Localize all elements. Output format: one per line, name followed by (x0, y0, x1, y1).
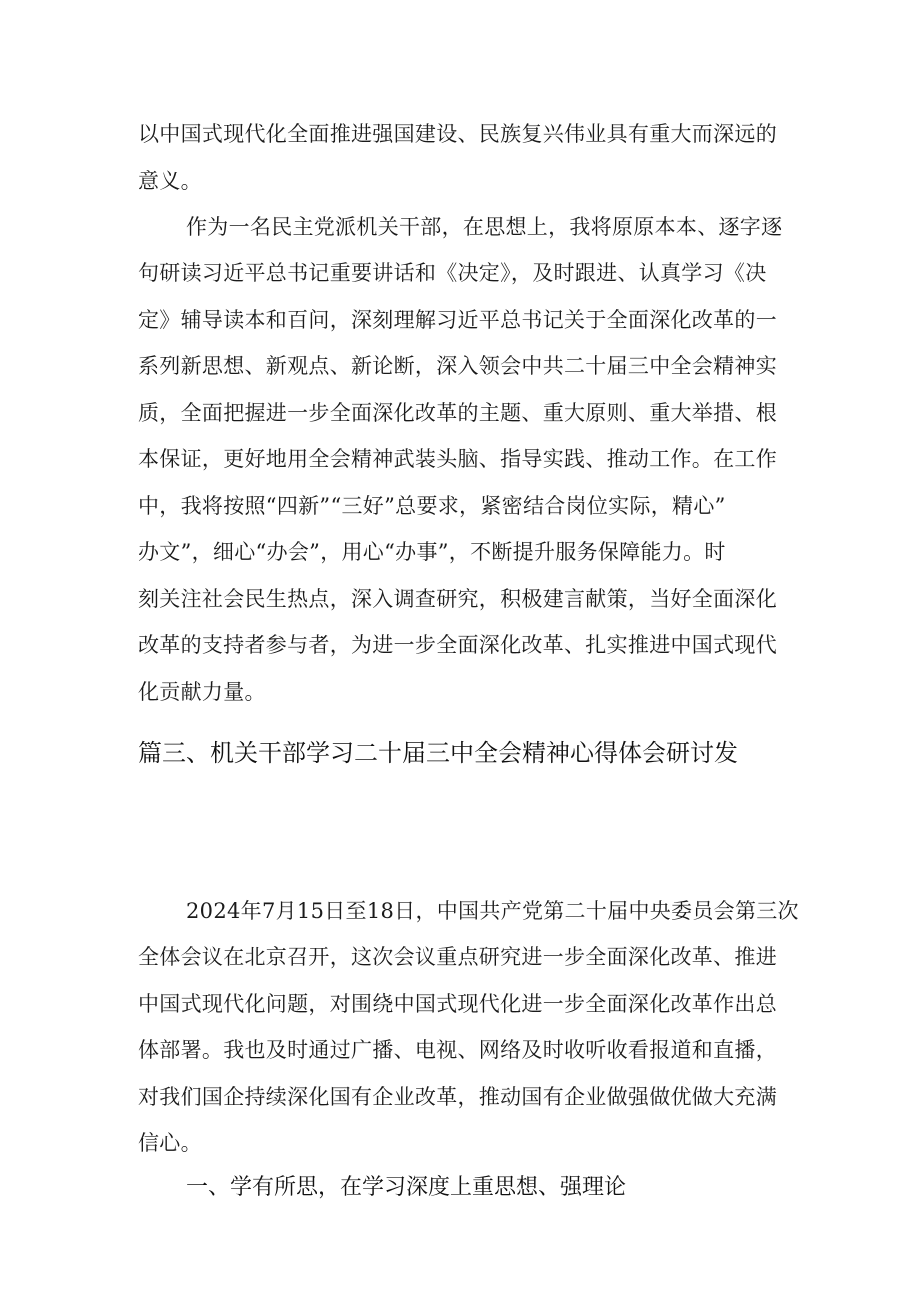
paragraph-3-line-4: 体部署。我也及时通过广播、电视、网络及时收听收看报道和直播， (138, 1038, 777, 1062)
paragraph-2-line-10: 改革的支持者参与者，为进一步全面深化改革、扎实推进中国式现代 (138, 633, 777, 657)
paragraph-3-line-6: 信心。 (138, 1131, 202, 1155)
paragraph-2-line-9: 刻关注社会民生热点，深入调查研究，积极建言献策，当好全面深化 (138, 587, 777, 611)
paragraph-2-line-8: 办文”，细心“办会”，用心“办事”，不断提升服务保障能力。时 (138, 540, 726, 564)
subheading-1: 一、学有所思，在学习深度上重思想、强理论 (186, 1175, 627, 1200)
paragraph-1-line-1: 以中国式现代化全面推进强国建设、民族复兴伟业具有重大而深远的 (138, 122, 777, 146)
paragraph-3-line-5: 对我们国企持续深化国有企业改革，推动国有企业做强做优做大充满 (138, 1085, 777, 1109)
paragraph-3-line-1: 2024年7月15日至18日，中国共产党第二十届中央委员会第三次 (186, 899, 799, 923)
paragraph-2-line-11: 化贡献力量。 (138, 680, 266, 704)
paragraph-2-line-7: 中，我将按照“四新”“三好”总要求，紧密结合岗位实际，精心” (138, 494, 726, 518)
paragraph-2-line-4: 系列新思想、新观点、新论断，深入领会中共二十届三中全会精神实 (138, 354, 777, 378)
paragraph-2-line-5: 质，全面把握进一步全面深化改革的主题、重大原则、重大举措、根 (138, 401, 777, 425)
paragraph-3-line-3: 中国式现代化问题，对围绕中国式现代化进一步全面深化改革作出总 (138, 992, 777, 1016)
paragraph-2-line-3: 定》辅导读本和百问，深刻理解习近平总书记关于全面深化改革的一 (138, 308, 777, 332)
paragraph-2-line-2: 句研读习近平总书记重要讲话和《决定》，及时跟进、认真学习《决 (138, 261, 767, 285)
paragraph-2-line-6: 本保证，更好地用全会精神武装头脑、指导实践、推动工作。在工作 (138, 447, 777, 471)
section-heading: 篇三、机关干部学习二十届三中全会精神心得体会研讨发 (138, 739, 738, 767)
paragraph-2-line-1: 作为一名民主党派机关干部，在思想上，我将原原本本、逐字逐 (186, 215, 783, 239)
paragraph-3-line-2: 全体会议在北京召开，这次会议重点研究进一步全面深化改革、推进 (138, 945, 777, 969)
paragraph-1-line-2: 意义。 (138, 169, 202, 193)
